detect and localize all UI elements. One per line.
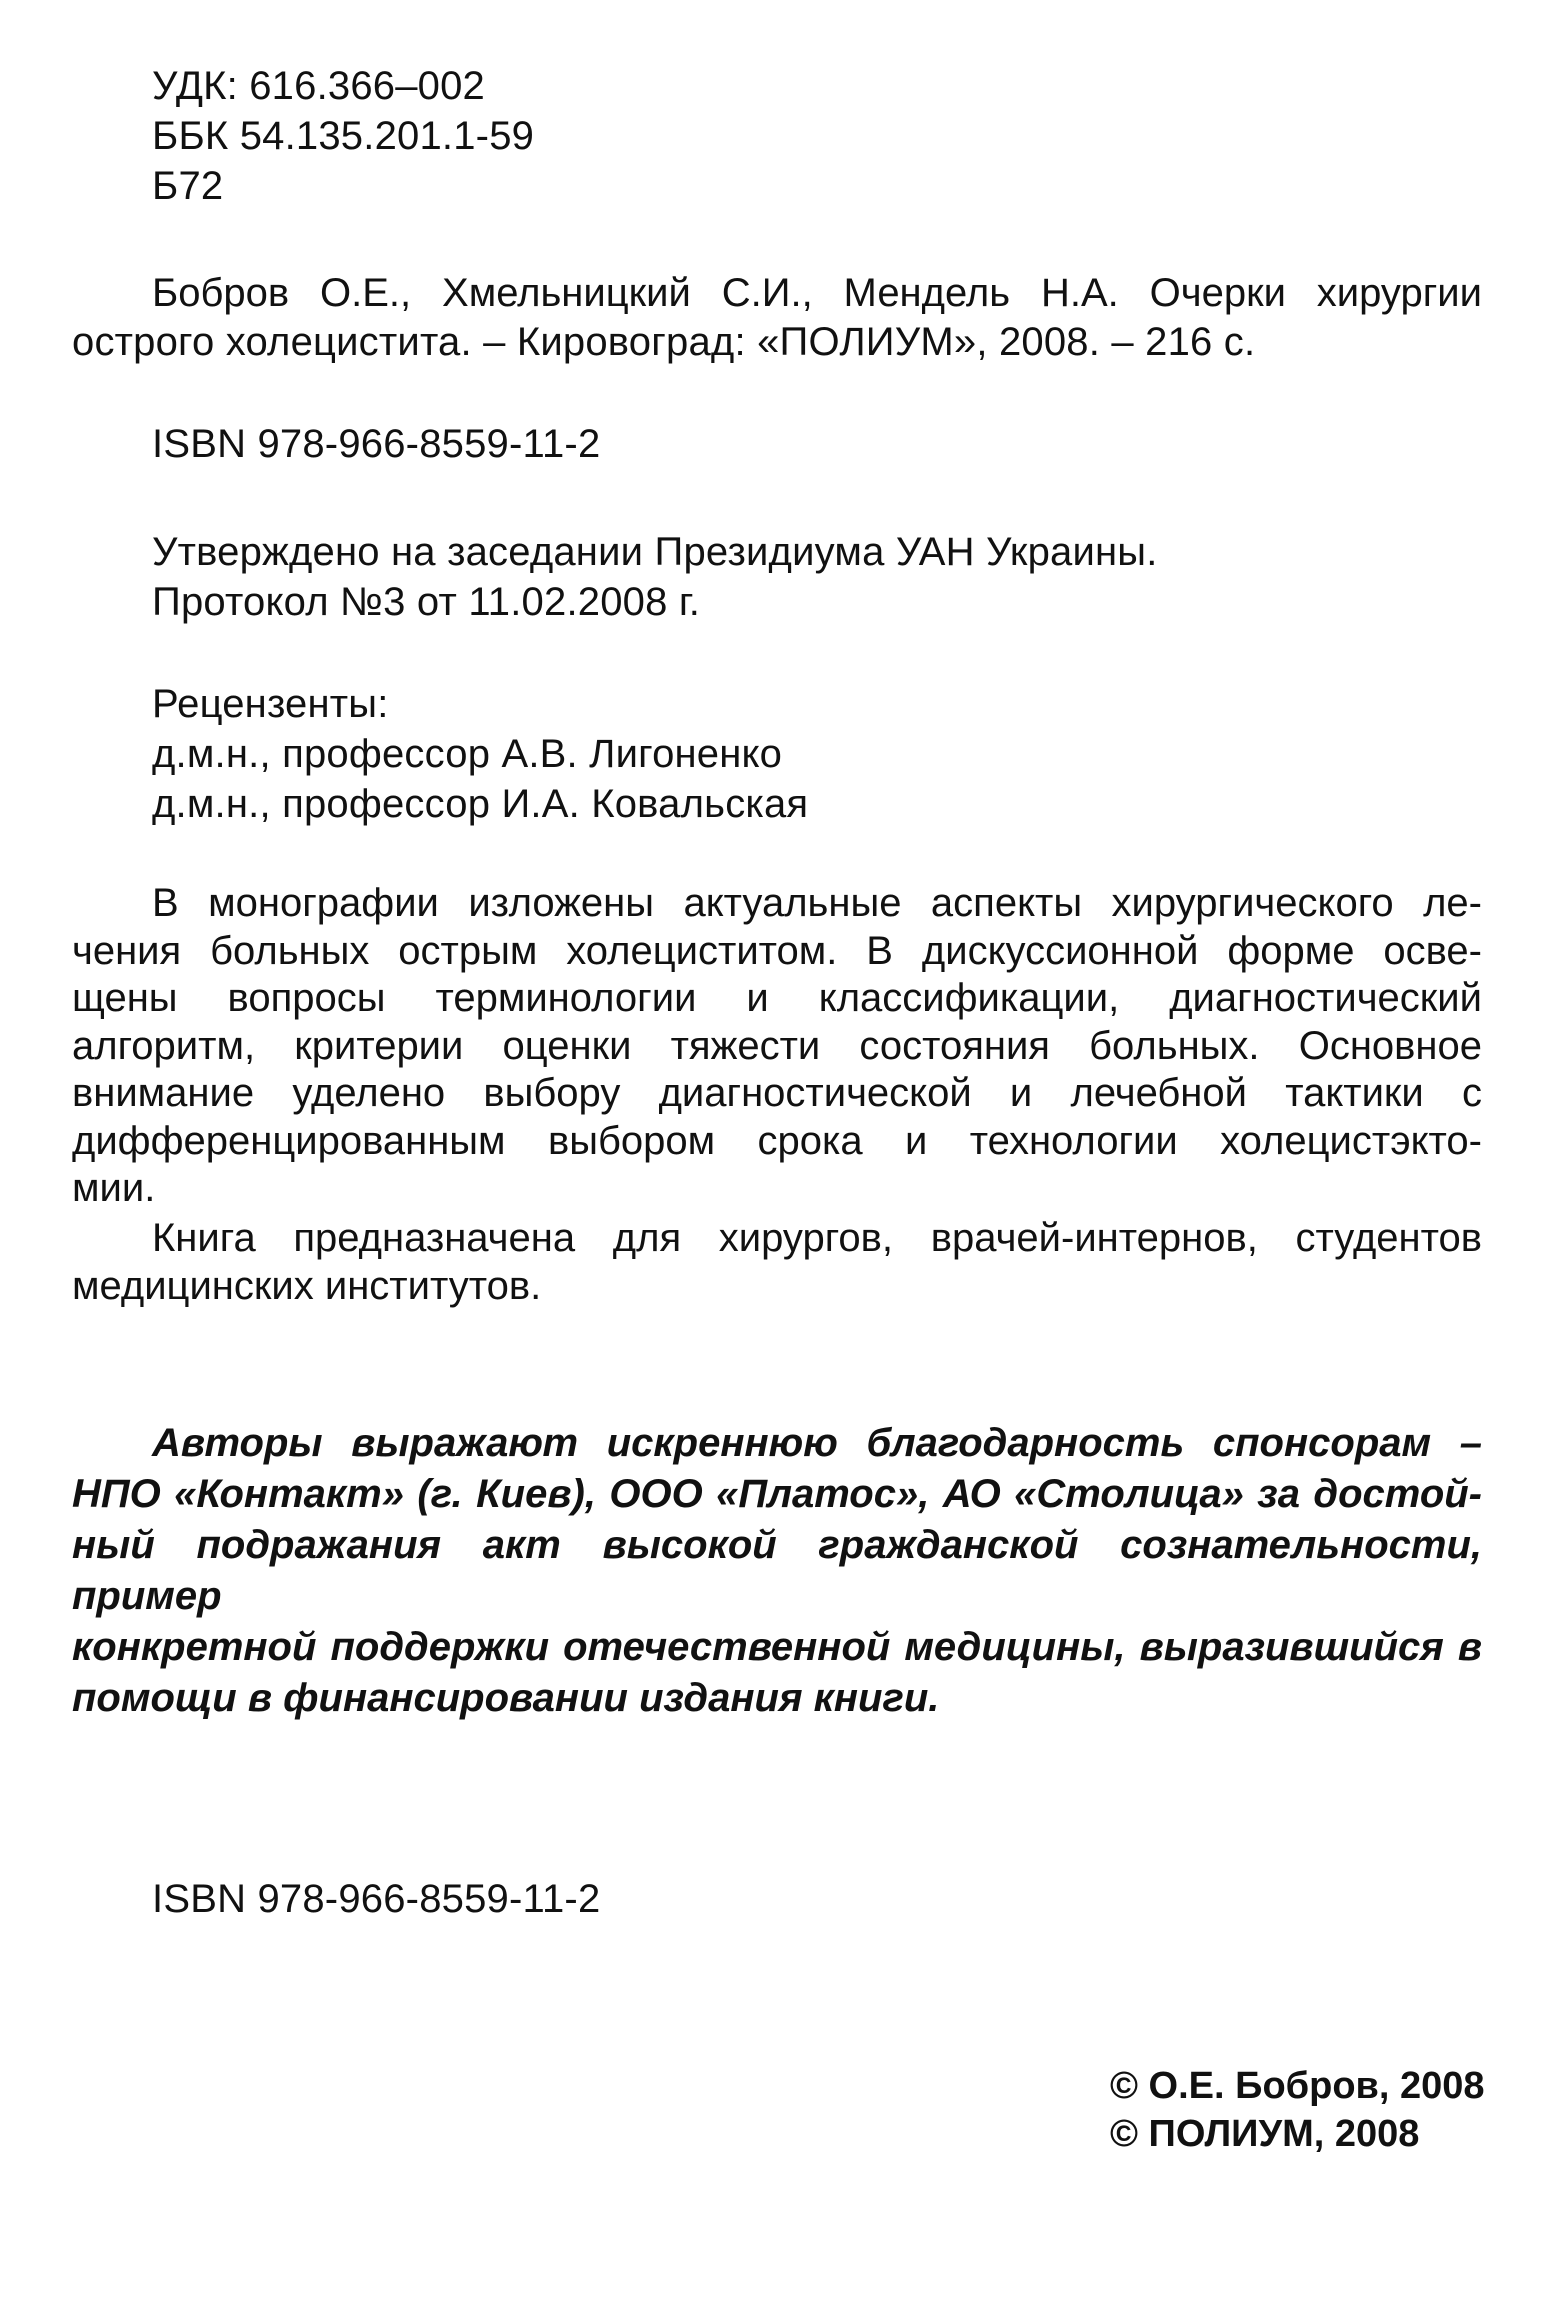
acknowledgement-line: ный подражания акт высокой гражданской сознательности, пример [72,1523,1482,1618]
abstract-line: дифференцированным выбором срока и технологии холецистэкто- [72,1118,1482,1163]
acknowledgement-line: НПО «Контакт» (г. Киев), ООО «Платос», АО «Столица» за достой- [72,1472,1482,1516]
acknowledgement-paragraph [72,1418,1482,1724]
citation-line: острого холецистита. – Кировоград: «ПОЛИУМ», 2008. – 216 с. [72,320,1256,364]
reviewer-item: д.м.н., профессор И.А. Ковальская [152,782,809,826]
copyright-publisher: © ПОЛИУМ, 2008 [1110,2113,1420,2155]
abstract-line: внимание уделено выбору диагностической и лечебной тактики с [72,1071,1482,1115]
audience-paragraph [72,1215,1482,1310]
abstract-line: чения больных острым холециститом. В дискуссионной форме осве- [72,928,1482,973]
bbk-code: ББК 54.135.201.1-59 [152,114,535,158]
reviewer-item: д.м.н., профессор А.В. Лигоненко [152,732,783,776]
acknowledgement-line: конкретной поддержки отечественной медицины, выразившийся в [72,1625,1482,1669]
copyright-author: © О.Е. Бобров, 2008 [1110,2065,1485,2107]
abstract-line: алгоритм, критерии оценки тяжести состояния больных. Основное [72,1023,1482,1068]
citation-line: Бобров О.Е., Хмельницкий С.И., Мендель Н.А. Очерки хирургии [152,271,1482,315]
isbn-bottom: ISBN 978-966-8559-11-2 [152,1877,601,1921]
author-mark: Б72 [152,164,224,208]
abstract-line: В монографии изложены актуальные аспекты хирургического ле- [152,881,1482,925]
abstract-line: щены вопросы терминологии и классификации, диагностический [72,976,1482,1020]
acknowledgement-line: Авторы выражают искреннюю благодарность спонсорам – [152,1421,1482,1465]
approval-line: Утверждено на заседании Президиума УАН Украины. [152,530,1158,574]
isbn-top: ISBN 978-966-8559-11-2 [152,422,601,466]
approval-protocol: Протокол №3 от 11.02.2008 г. [152,580,701,624]
udk-code: УДК: 616.366–002 [152,64,486,108]
abstract-paragraph [72,880,1482,1213]
reviewers-heading: Рецензенты: [152,682,389,726]
audience-line: медицинских институтов. [72,1263,542,1308]
acknowledgement-line: помощи в финансировании издания книги. [72,1676,940,1720]
abstract-line: мии. [72,1166,156,1210]
audience-line: Книга предназначена для хирургов, врачей-интернов, студентов [152,1216,1482,1260]
